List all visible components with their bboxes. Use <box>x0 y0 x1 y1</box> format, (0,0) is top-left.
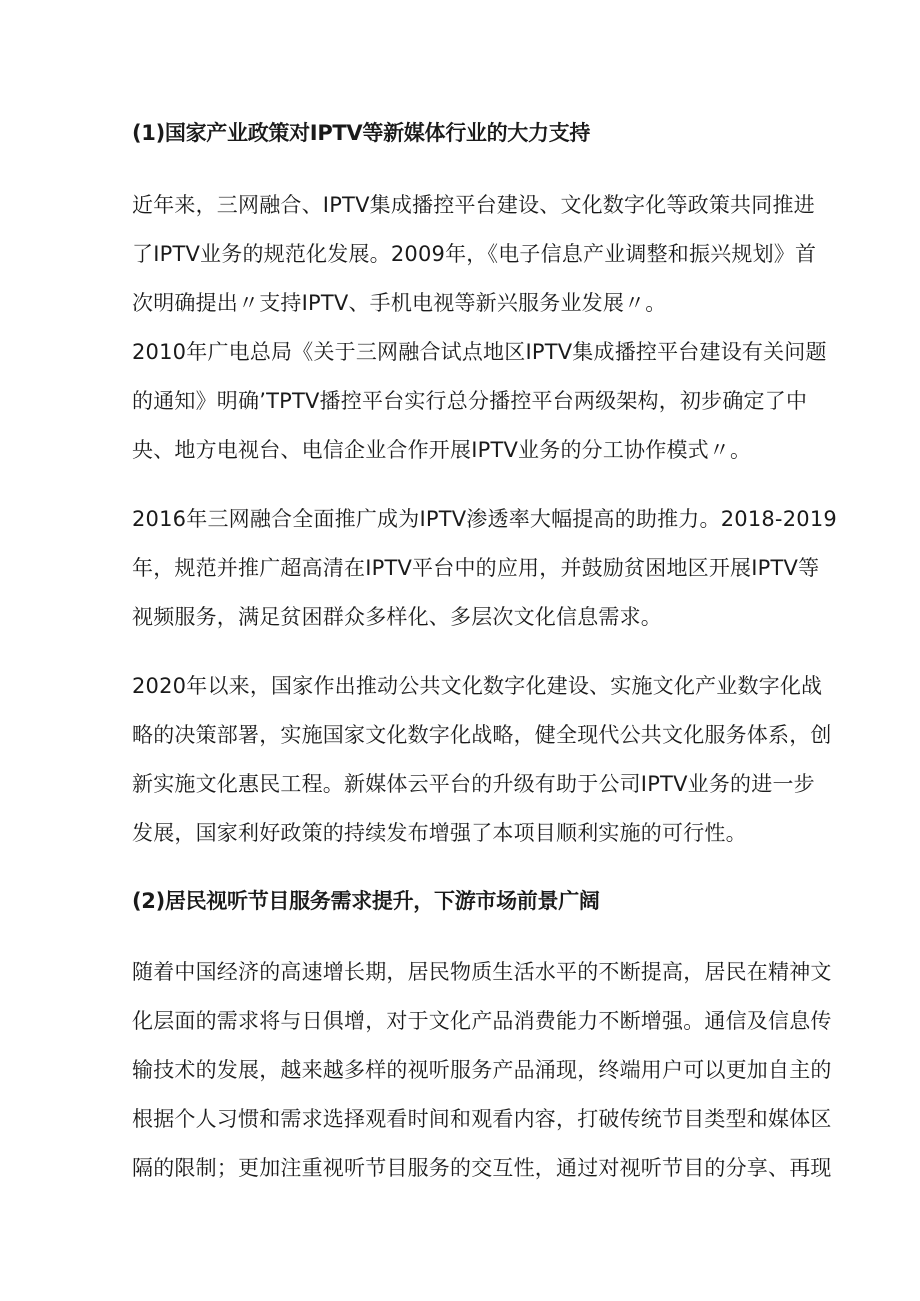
section-2-paragraph-1 <box>132 948 832 1193</box>
text-line: 了IPTV业务的规范化发展。2009年，《电子信息产业调整和振兴规划》首 <box>132 242 817 266</box>
text-line: 新实施文化惠民工程。新媒体云平台的升级有助于公司IPTV业务的进一步 <box>132 772 815 796</box>
section-2-heading: (2)居民视听节目服务需求提升，下游市场前景广阔 <box>132 889 600 913</box>
text-line: 2020年以来，国家作出推动公共文化数字化建设、实施文化产业数字化战 <box>132 674 823 698</box>
text-line: 根据个人习惯和需求选择观看时间和观看内容，打破传统节目类型和媒体区 <box>132 1107 832 1131</box>
section-1-heading: (1)国家产业政策对IPTV等新媒体行业的大力支持 <box>132 121 591 145</box>
text-line: 略的决策部署，实施国家文化数字化战略，健全现代公共文化服务体系，创 <box>132 723 832 747</box>
text-line: 随着中国经济的高速增长期，居民物质生活水平的不断提高，居民在精神文 <box>132 960 832 984</box>
text-line: 央、地方电视台、电信企业合作开展IPTV业务的分工协作模式〃。 <box>132 438 752 462</box>
text-line: 隔的限制；更加注重视听节目服务的交互性，通过对视听节目的分享、再现 <box>132 1156 832 1180</box>
text-line: 发展，国家利好政策的持续发布增强了本项目顺利实施的可行性。 <box>132 821 747 845</box>
text-line: 2016年三网融合全面推广成为IPTV渗透率大幅提高的助推力。2018-2019 <box>132 507 837 531</box>
text-line: 近年来，三网融合、IPTV集成播控平台建设、文化数字化等政策共同推进 <box>132 193 815 217</box>
text-line: 视频服务，满足贫困群众多样化、多层次文化信息需求。 <box>132 605 662 629</box>
text-line: 2010年广电总局《关于三网融合试点地区IPTV集成播控平台建设有关问题 <box>132 340 827 364</box>
section-1-paragraph-3 <box>132 662 832 858</box>
text-line: 化层面的需求将与日俱增，对于文化产品消费能力不断增强。通信及信息传 <box>132 1009 832 1033</box>
section-1-paragraph-1 <box>132 181 827 475</box>
section-1-paragraph-2 <box>132 495 837 642</box>
text-line: 次明确提出〃支持IPTV、手机电视等新兴服务业发展〃。 <box>132 291 667 315</box>
text-line: 的通知》明确’TPTV播控平台实行总分播控平台两级架构，初步确定了中 <box>132 389 808 413</box>
text-line: 年，规范并推广超高清在IPTV平台中的应用，并鼓励贫困地区开展IPTV等 <box>132 556 820 580</box>
text-line: 输技术的发展，越来越多样的视听服务产品涌现，终端用户可以更加自主的 <box>132 1058 832 1082</box>
